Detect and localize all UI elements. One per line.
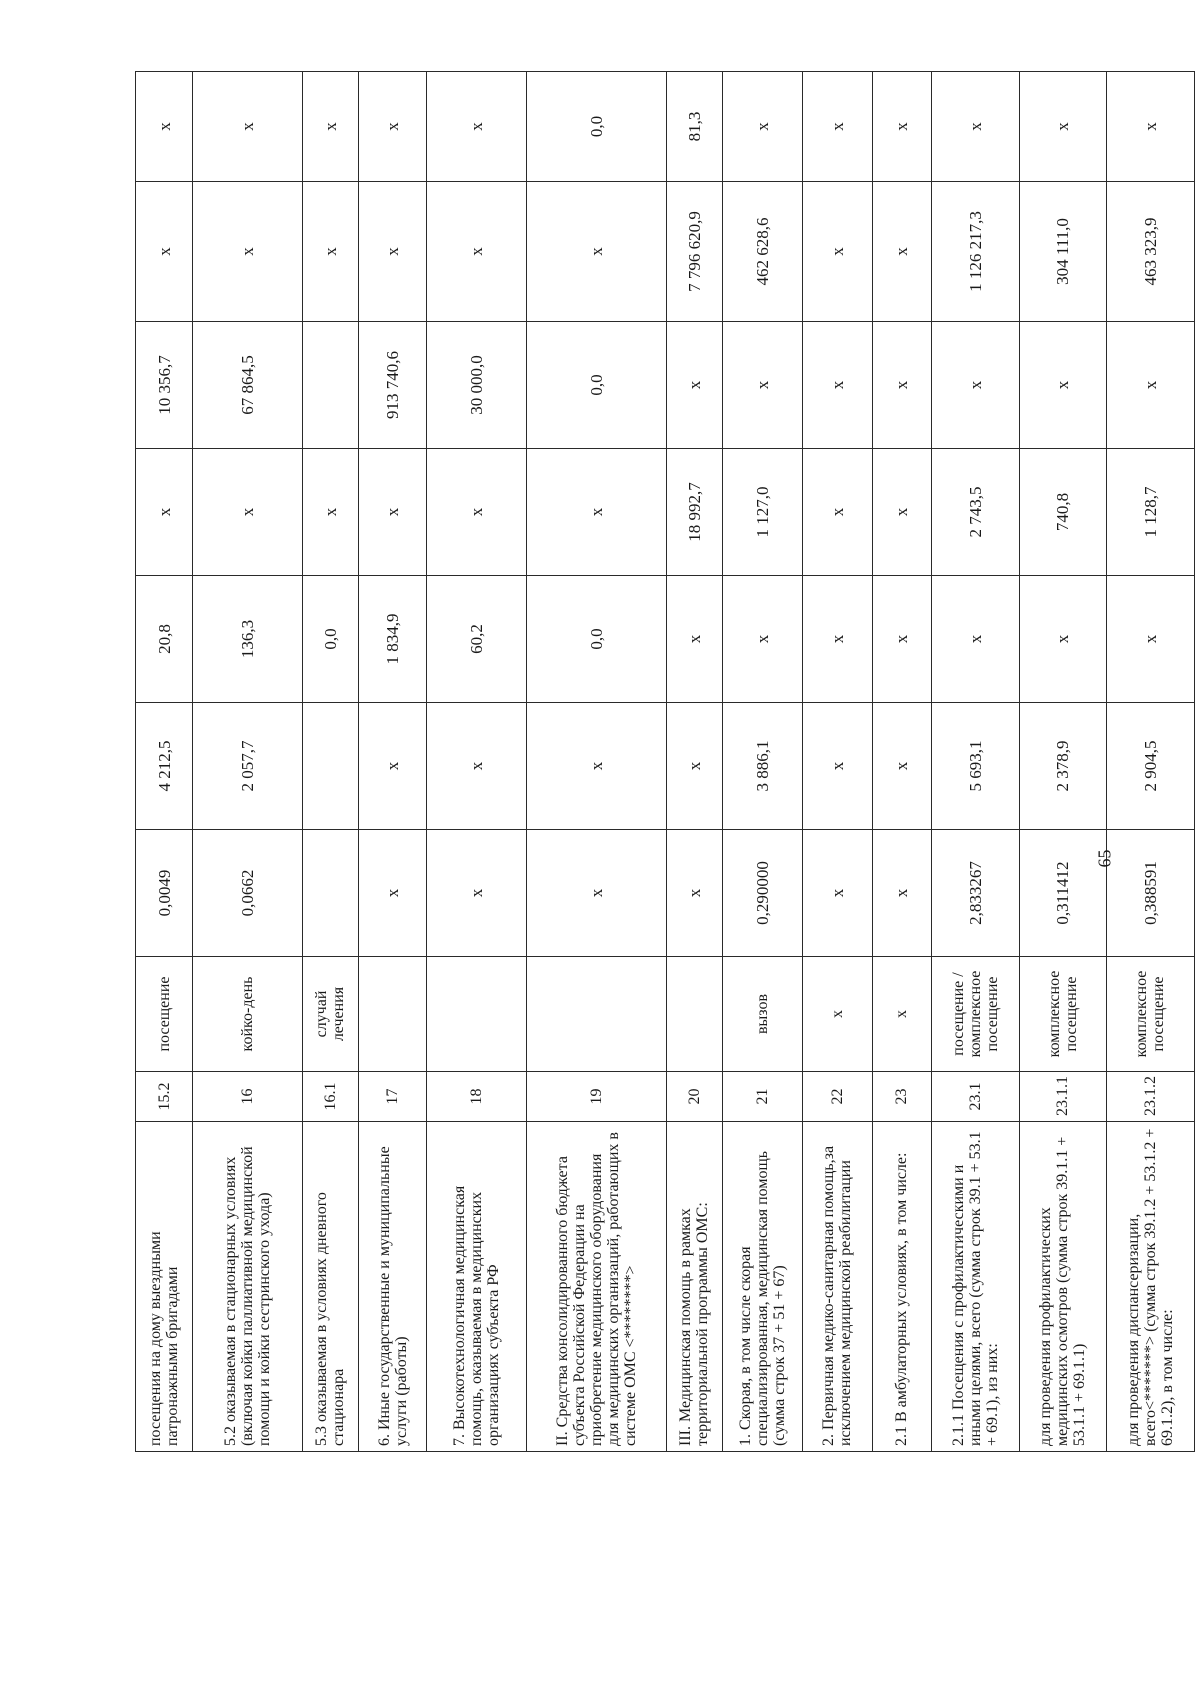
table-row [1019,72,1106,1452]
row-number-cell: 15.2 [136,1072,193,1122]
per-capita-budget-cell: x [1106,576,1194,703]
table-row [802,72,872,1452]
row-number-cell: 23.1.1 [1019,1072,1106,1122]
cost-norm-cell: x [358,703,427,830]
oms-sum-cell: x [802,182,872,322]
cost-norm-cell: x [427,703,526,830]
oms-sum-cell: x [358,182,427,322]
share-percent-cell: x [1106,72,1194,182]
unit-cell [358,957,427,1072]
unit-cell: посещение / комплексное посещение [931,957,1019,1072]
volume-norm-cell: 0,290000 [722,830,802,957]
table-row [931,72,1019,1452]
row-name-cell: 7. Высокотехнологичная медицинская помощь, оказываемая в медицинских организациях субъекта РФ [427,1122,526,1452]
per-capita-budget-cell: 60,2 [427,576,526,703]
oms-sum-cell: x [193,182,302,322]
cost-norm-cell: 2 378,9 [1019,703,1106,830]
per-capita-oms-cell: x [136,449,193,576]
per-capita-budget-cell: 0,0 [302,576,358,703]
share-percent-cell: x [193,72,302,182]
table-row [136,72,193,1452]
unit-cell: x [802,957,872,1072]
unit-cell: комплексное посещение [1019,957,1106,1072]
cost-norm-cell: 2 904,5 [1106,703,1194,830]
share-percent-cell: x [872,72,931,182]
row-name-cell: для проведения диспансеризации, всего<*******> (сумма строк 39.1.2 + 53.1.2 + 69.1.2), в том числе: [1106,1122,1194,1452]
table-row [193,72,302,1452]
rotated-table-container [135,72,1195,1452]
volume-norm-cell: x [872,830,931,957]
share-percent-cell: x [427,72,526,182]
cost-norm-cell: 5 693,1 [931,703,1019,830]
row-number-cell: 17 [358,1072,427,1122]
unit-cell: комплексное посещение [1106,957,1194,1072]
per-capita-oms-cell: 740,8 [1019,449,1106,576]
row-number-cell: 16.1 [302,1072,358,1122]
volume-norm-cell: x [666,830,722,957]
page-number: 65 [1094,849,1115,868]
share-percent-cell: x [931,72,1019,182]
budget-sum-cell: 10 356,7 [136,322,193,449]
budget-sum-cell: x [802,322,872,449]
row-name-cell: III. Медицинская помощь в рамках территориальной программы ОМС: [666,1122,722,1452]
cost-norm-cell: 2 057,7 [193,703,302,830]
volume-norm-cell: 2,833267 [931,830,1019,957]
unit-cell [666,957,722,1072]
oms-sum-cell: x [136,182,193,322]
table-row [666,72,722,1452]
budget-sum-cell: 913 740,6 [358,322,427,449]
volume-norm-cell: x [526,830,666,957]
table-row [526,72,666,1452]
per-capita-oms-cell: x [193,449,302,576]
table-row [302,72,358,1452]
cost-norm-cell: x [802,703,872,830]
volume-norm-cell: 0,311412 [1019,830,1106,957]
unit-cell: вызов [722,957,802,1072]
row-number-cell: 23.1.2 [1106,1072,1194,1122]
per-capita-budget-cell: x [872,576,931,703]
row-name-cell: для проведения профилактических медицинских осмотров (сумма строк 39.1.1 + 53.1.1 + 69.1.1) [1019,1122,1106,1452]
unit-cell: посещение [136,957,193,1072]
volume-norm-cell: 0,0662 [193,830,302,957]
share-percent-cell: x [802,72,872,182]
per-capita-oms-cell: 1 128,7 [1106,449,1194,576]
budget-sum-cell: 0,0 [526,322,666,449]
oms-sum-cell: x [872,182,931,322]
budget-sum-cell: x [1019,322,1106,449]
row-number-cell: 19 [526,1072,666,1122]
row-name-cell: 2.1 В амбулаторных условиях, в том числе: [872,1122,931,1452]
row-name-cell: 2.1.1 Посещения с профилактическими и иными целями, всего (сумма строк 39.1 + 53.1 + 69.1), из них: [931,1122,1019,1452]
volume-norm-cell: x [358,830,427,957]
per-capita-budget-cell: x [931,576,1019,703]
oms-sum-cell: x [526,182,666,322]
oms-sum-cell: x [427,182,526,322]
unit-cell: койко-день [193,957,302,1072]
volume-norm-cell: x [802,830,872,957]
per-capita-oms-cell: x [427,449,526,576]
row-name-cell: 6. Иные государственные и муниципальные услуги (работы) [358,1122,427,1452]
per-capita-budget-cell: 136,3 [193,576,302,703]
unit-cell: x [872,957,931,1072]
row-name-cell: 1. Скорая, в том числе скорая специализированная, медицинская помощь (сумма строк 37 + 51 + 67) [722,1122,802,1452]
budget-sum-cell: x [931,322,1019,449]
row-number-cell: 16 [193,1072,302,1122]
share-percent-cell: 0,0 [526,72,666,182]
table-body [136,72,1195,1452]
table-row [722,72,802,1452]
table-row [872,72,931,1452]
oms-sum-cell: 462 628,6 [722,182,802,322]
oms-sum-cell: 1 126 217,3 [931,182,1019,322]
cost-norm-cell: x [666,703,722,830]
per-capita-budget-cell: x [1019,576,1106,703]
cost-norm-cell: 3 886,1 [722,703,802,830]
table-row [427,72,526,1452]
row-name-cell: посещения на дому выездными патронажными бригадами [136,1122,193,1452]
oms-sum-cell: 304 111,0 [1019,182,1106,322]
row-number-cell: 23.1 [931,1072,1019,1122]
per-capita-budget-cell: 1 834,9 [358,576,427,703]
volume-norm-cell: 0,388591 [1106,830,1194,957]
row-number-cell: 23 [872,1072,931,1122]
per-capita-oms-cell: 2 743,5 [931,449,1019,576]
per-capita-budget-cell: x [666,576,722,703]
row-number-cell: 21 [722,1072,802,1122]
financing-table [135,71,1195,1452]
budget-sum-cell: x [722,322,802,449]
budget-sum-cell: x [666,322,722,449]
per-capita-oms-cell: x [526,449,666,576]
per-capita-oms-cell: x [358,449,427,576]
per-capita-oms-cell: x [872,449,931,576]
budget-sum-cell: x [872,322,931,449]
per-capita-oms-cell: x [302,449,358,576]
oms-sum-cell: x [302,182,358,322]
row-name-cell: 2. Первичная медико-санитарная помощь,за исключением медицинской реабилитации [802,1122,872,1452]
per-capita-oms-cell: x [802,449,872,576]
unit-cell [427,957,526,1072]
budget-sum-cell [302,322,358,449]
volume-norm-cell [302,830,358,957]
volume-norm-cell: x [427,830,526,957]
share-percent-cell: x [302,72,358,182]
share-percent-cell: 81,3 [666,72,722,182]
oms-sum-cell: 463 323,9 [1106,182,1194,322]
per-capita-budget-cell: 20,8 [136,576,193,703]
row-number-cell: 22 [802,1072,872,1122]
unit-cell [526,957,666,1072]
row-name-cell: II. Средства консолидированного бюджета субъекта Российской Федерации на приобретение медицинского оборудования для медицинских организаций, работающих в системе ОМС <********> [526,1122,666,1452]
share-percent-cell: x [722,72,802,182]
budget-sum-cell: x [1106,322,1194,449]
unit-cell: случай лечения [302,957,358,1072]
volume-norm-cell: 0,0049 [136,830,193,957]
table-row [1106,72,1194,1452]
per-capita-oms-cell: 18 992,7 [666,449,722,576]
row-number-cell: 20 [666,1072,722,1122]
share-percent-cell: x [1019,72,1106,182]
row-number-cell: 18 [427,1072,526,1122]
oms-sum-cell: 7 796 620,9 [666,182,722,322]
row-name-cell: 5.3 оказываемая в условиях дневного стационара [302,1122,358,1452]
per-capita-budget-cell: 0,0 [526,576,666,703]
cost-norm-cell [302,703,358,830]
share-percent-cell: x [136,72,193,182]
per-capita-budget-cell: x [722,576,802,703]
row-name-cell: 5.2 оказываемая в стационарных условиях (включая койки паллиативной медицинской помощи и койки сестринского ухода) [193,1122,302,1452]
share-percent-cell: x [358,72,427,182]
cost-norm-cell: x [872,703,931,830]
cost-norm-cell: 4 212,5 [136,703,193,830]
budget-sum-cell: 30 000,0 [427,322,526,449]
cost-norm-cell: x [526,703,666,830]
budget-sum-cell: 67 864,5 [193,322,302,449]
per-capita-budget-cell: x [802,576,872,703]
per-capita-oms-cell: 1 127,0 [722,449,802,576]
table-row [358,72,427,1452]
